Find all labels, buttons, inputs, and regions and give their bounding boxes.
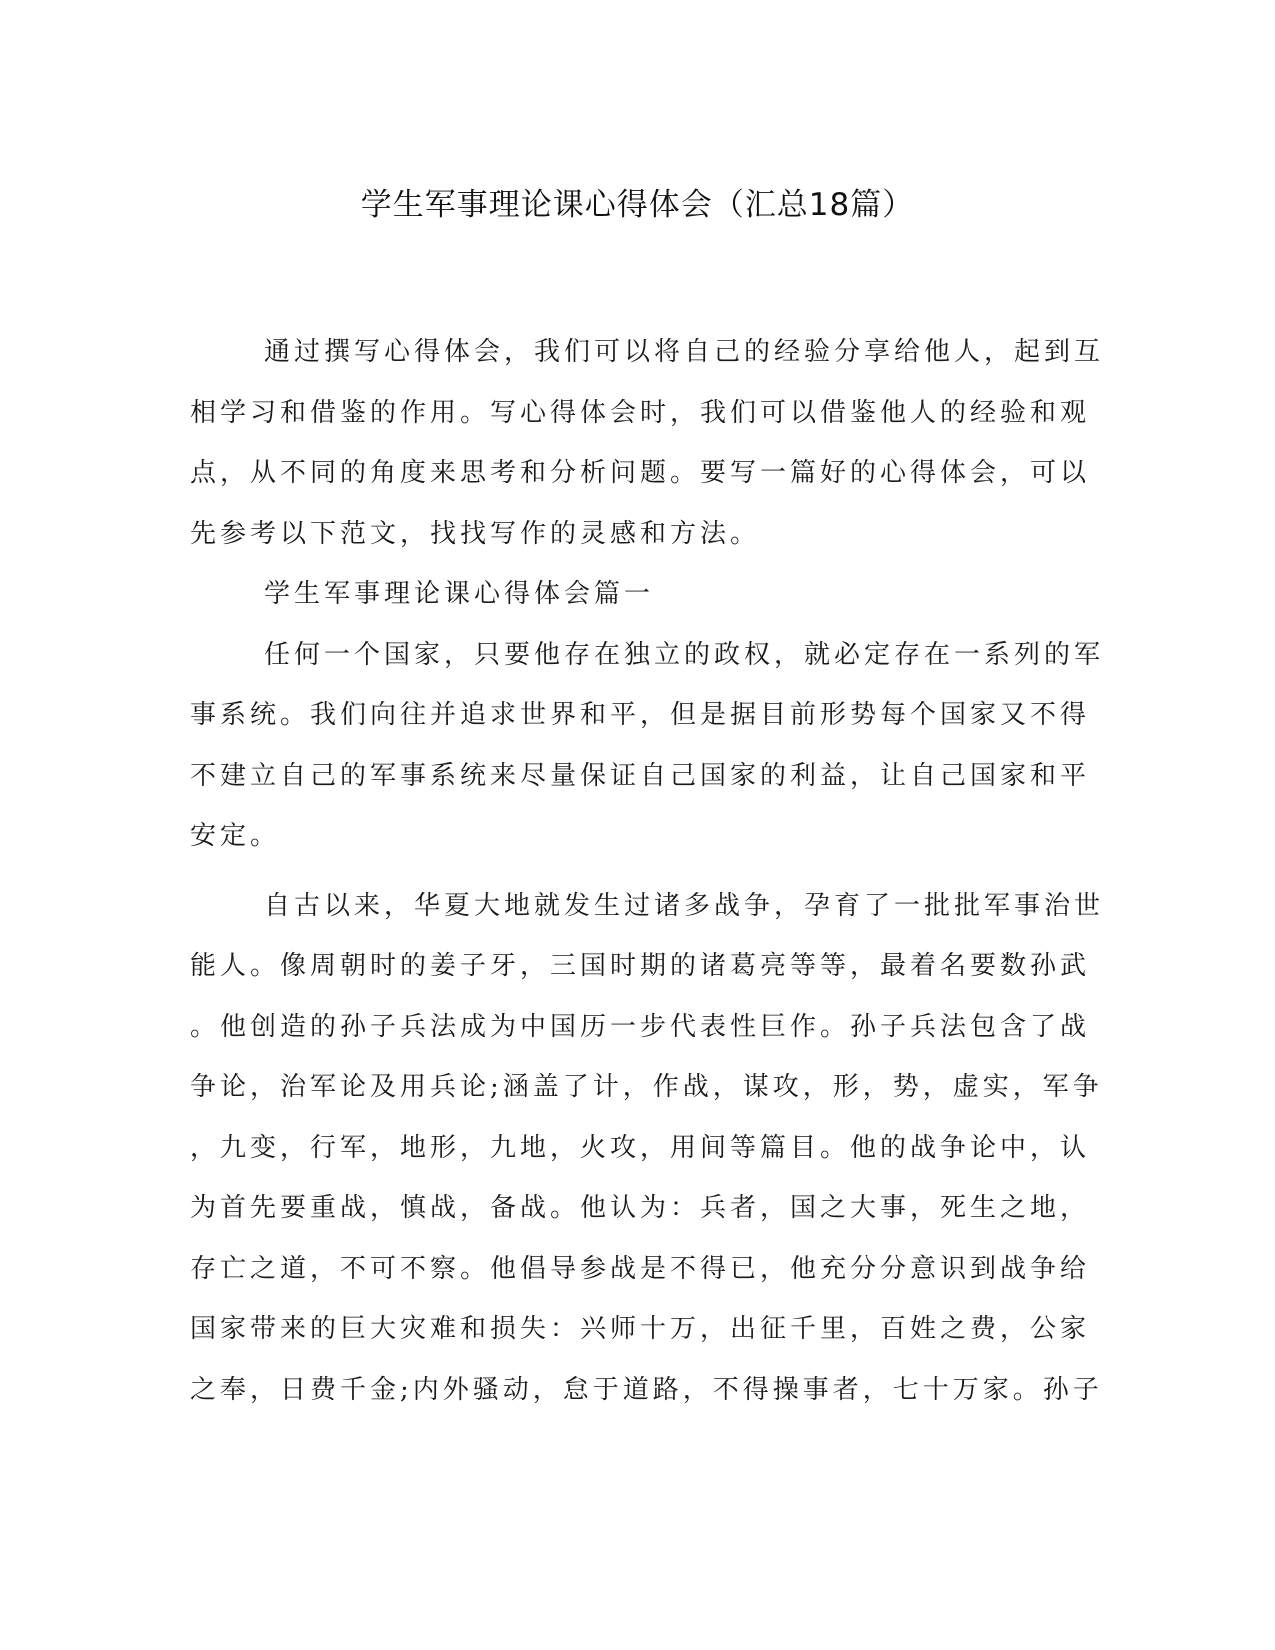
text-line: 。他创造的孙子兵法成为中国历一步代表性巨作。孙子兵法包含了战: [190, 1011, 1091, 1042]
section-heading: [190, 564, 1083, 625]
text-line: 存亡之道，不可不察。他倡导参战是不得已，他充分分意识到战争给: [190, 1253, 1091, 1284]
document-title: 学生军事理论课心得体会（汇总18篇）: [360, 187, 915, 223]
text-line: 之奉，日费千金;内外骚动，怠于道路，不得操事者，七十万家。孙子: [190, 1374, 1103, 1405]
text-line: 事系统。我们向往并追求世界和平，但是据目前形势每个国家又不得: [190, 700, 1091, 730]
paragraph-2: [190, 876, 1105, 1421]
text-line: 国家带来的巨大灾难和损失：兴师十万，出征千里，百姓之费，公家: [190, 1314, 1091, 1344]
text-line: 能人。像周朝时的姜子牙，三国时期的诸葛亮等等，最着名要数孙武: [190, 951, 1091, 981]
text-line: 不建立自己的军事系统来尽量保证自己国家的利益，让自己国家和平: [190, 760, 1091, 791]
section-heading-text: 学生军事理论课心得体会篇一: [264, 579, 655, 609]
paragraph-1: [190, 625, 1105, 867]
text-line: 安定。: [190, 821, 281, 851]
text-line: 先参考以下范文，找找写作的灵感和方法。: [190, 518, 761, 549]
text-line: 为首先要重战，慎战，备战。他认为：兵者，国之大事，死生之地，: [190, 1193, 1091, 1223]
text-line: ，九变，行军，地形，九地，火攻，用间等篇目。他的战争论中，认: [190, 1132, 1091, 1163]
document-body: [190, 322, 1105, 1420]
paragraph-gap: [190, 867, 1083, 876]
text-line: 相学习和借鉴的作用。写心得体会时，我们可以借鉴他人的经验和观: [190, 397, 1091, 428]
text-line: 争论，治军论及用兵论;涵盖了计，作战，谋攻，形，势，虚实，军争: [190, 1072, 1103, 1102]
text-line: 任何一个国家，只要他存在独立的政权，就必定存在一系列的军: [264, 639, 1105, 670]
text-line: 点，从不同的角度来思考和分析问题。要写一篇好的心得体会，可以: [190, 458, 1091, 488]
intro-paragraph: [190, 322, 1105, 564]
text-line: 通过撰写心得体会，我们可以将自己的经验分享给他人，起到互: [264, 337, 1105, 367]
text-line: 自古以来，华夏大地就发生过诸多战争，孕育了一批批军事治世: [264, 890, 1105, 921]
